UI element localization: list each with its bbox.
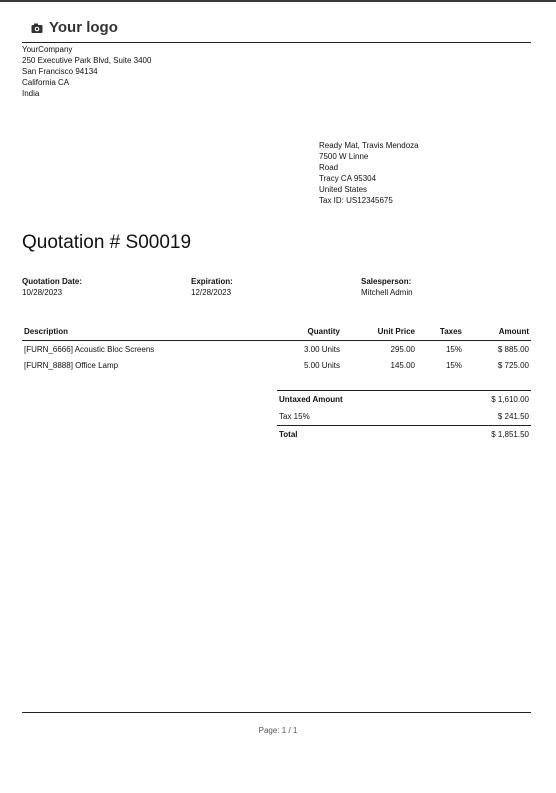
untaxed-label: Untaxed Amount [277,391,434,409]
customer-name: Ready Mat, Travis Mendoza [319,141,419,150]
camera-icon [31,22,43,34]
line-quantity: 5.00 Units [303,361,340,370]
line-unit-price: 145.00 [390,361,415,370]
line-unit-price: 295.00 [390,345,415,354]
company-address-line: California CA [22,78,70,87]
line-description: [FURN_8888] Office Lamp [24,361,119,370]
tax-row [277,408,531,426]
tax-label: Tax 15% [279,412,310,421]
company-address-line: India [22,89,40,98]
line-taxes: 15% [445,361,462,370]
expiration-block [191,276,233,298]
customer-address-line: 7500 W Linne [319,152,369,161]
line-amount: $ 725.00 [497,361,529,370]
page-title: Quotation # S00019 [22,232,192,253]
salesperson-value: Mitchell Admin [361,288,413,297]
untaxed-value: $ 1,610.00 [434,391,531,409]
company-address-line: 250 Executive Park Blvd, Suite 3400 [22,56,152,65]
column-header-description: Description [22,323,260,341]
expiration-label: Expiration: [191,277,233,286]
customer-address-line: Road [319,163,339,172]
customer-address-line: Tracy CA 95304 [319,174,377,183]
totals-table [277,390,531,443]
quotation-date-label: Quotation Date: [22,277,82,286]
total-row [277,426,531,444]
expiration-value: 12/28/2023 [191,288,232,297]
logo-text: Your logo [49,19,118,36]
line-amount: $ 885.00 [497,345,529,354]
line-quantity: 3.00 Units [303,345,340,354]
column-header-amount: Amount [464,323,531,341]
company-name: YourCompany [22,45,73,54]
untaxed-row [277,391,531,409]
column-header-unit-price: Unit Price [342,323,417,341]
tax-value: $ 241.50 [497,412,529,421]
header-divider [22,42,531,43]
line-description: [FURN_6666] Acoustic Bloc Screens [24,345,155,354]
customer-tax-id: Tax ID: US12345675 [319,196,393,205]
order-lines-table [22,323,531,373]
customer-address [319,140,419,206]
customer-address-line: United States [319,185,368,194]
table-row [22,357,531,373]
salesperson-label: Salesperson: [361,277,412,286]
table-header-row [22,323,531,341]
line-taxes: 15% [445,345,462,354]
total-value: $ 1,851.50 [434,426,531,444]
page-number: Page: 1 / 1 [258,726,298,735]
quotation-date-block [22,276,82,298]
total-label: Total [277,426,434,444]
company-address-line: San Francisco 94134 [22,67,98,76]
footer-divider [22,712,531,713]
salesperson-block [361,276,413,298]
quotation-date-value: 10/28/2023 [22,288,63,297]
table-row [22,341,531,358]
company-logo [31,19,118,36]
top-border [0,0,556,2]
column-header-taxes: Taxes [417,323,464,341]
column-header-quantity: Quantity [260,323,342,341]
company-address [22,44,151,99]
